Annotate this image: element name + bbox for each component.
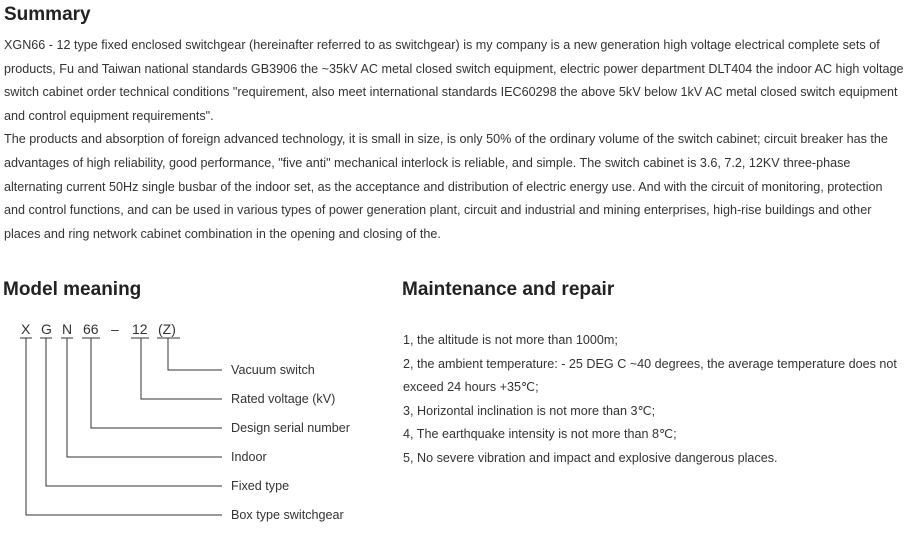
- leader-fixed-type: [46, 338, 222, 486]
- maintenance-item: 3, Horizontal inclination is not more than 3℃;: [403, 403, 656, 418]
- leader-vacuum-switch: [168, 338, 222, 370]
- code-letter-n: N: [62, 321, 73, 337]
- code-letter-g: G: [41, 321, 52, 337]
- code-suffix-z: (Z): [158, 321, 176, 337]
- meaning-vacuum-switch: Vacuum switch: [231, 363, 315, 377]
- maintenance-item: 1, the altitude is not more than 1000m;: [403, 333, 618, 347]
- leader-indoor: [67, 338, 222, 457]
- maintenance-list: [403, 329, 903, 471]
- leader-rated-voltage: [141, 338, 222, 399]
- leader-design-serial: [91, 338, 222, 428]
- leader-box-type: [26, 338, 222, 515]
- model-code-diagram: [0, 310, 380, 535]
- meaning-box-type: Box type switchgear: [231, 508, 344, 522]
- meaning-rated-voltage: Rated voltage (kV): [231, 392, 336, 406]
- summary-heading: Summary: [4, 4, 91, 25]
- maintenance-heading: Maintenance and repair: [402, 279, 615, 300]
- summary-paragraph: XGN66 - 12 type fixed enclosed switchgear (hereinafter referred to as switchgear) is my company is a new generation high voltage electrical complete sets of products, Fu and Taiwan national standards GB3906 the ~35kV AC metal closed switch equipment, electric power department DLT404 the indoor AC high voltage switch cabinet order technical conditions "requirement, also meet international standards IEC60298 the above 5kV below 1kV AC metal closed switch equipment and control equipment requirements".: [4, 38, 904, 123]
- summary-body: [4, 34, 906, 246]
- code-letter-x: X: [21, 321, 31, 337]
- code-dash: –: [111, 321, 119, 337]
- summary-paragraph: The products and absorption of foreign advanced technology, it is small in size, is only 50% of the ordinary volume of the switch cabinet; circuit breaker has the advantages of high reliability, good performance, "five anti" mechanical interlock is reliable, and simple. The switch cabinet is 3.6, 7.2, 12KV three-phase alternating current 50Hz single busbar of the indoor set, as the acceptance and distribution of electric energy use. And with the circuit of monitoring, protection and control functions, and can be used in various types of power generation plant, circuit and industrial and mining enterprises, high-rise buildings and other places and ring network cabinet combination in the opening and closing of the.: [4, 132, 888, 241]
- maintenance-item: 2, the ambient temperature: - 25 DEG C ~40 degrees, the average temperature does not exceed 24 hours +35℃;: [403, 356, 897, 395]
- model-meaning-heading: Model meaning: [3, 279, 142, 300]
- maintenance-item: 4, The earthquake intensity is not more than 8℃;: [403, 427, 677, 442]
- code-number-12: 12: [132, 321, 148, 337]
- maintenance-item: 5, No severe vibration and impact and explosive dangerous places.: [403, 450, 778, 465]
- meaning-fixed-type: Fixed type: [231, 479, 290, 493]
- code-number-66: 66: [83, 321, 99, 337]
- meaning-indoor: Indoor: [231, 450, 267, 464]
- meaning-design-serial: Design serial number: [231, 421, 350, 435]
